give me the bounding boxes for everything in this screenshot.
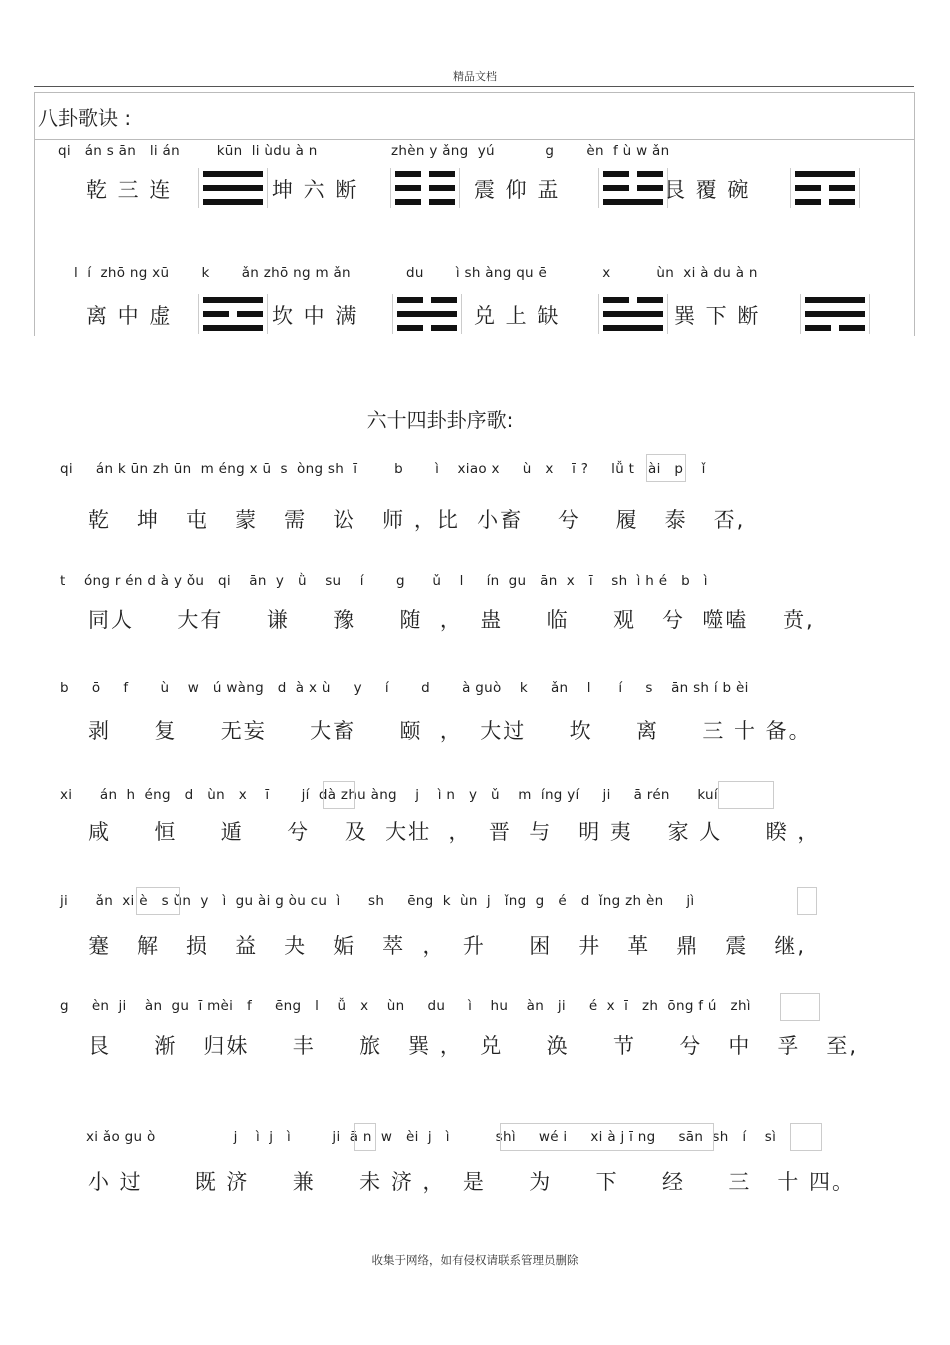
scan-artifact-box — [780, 993, 820, 1021]
song-hanzi-line-6: 艮 渐 归妹 丰 旅 巽 ， 兑 涣 节 兮 中 孚 至, — [88, 1034, 859, 1058]
yang-line — [795, 171, 855, 177]
scan-artifact-box — [136, 887, 180, 915]
yin-line — [395, 171, 455, 177]
trigram-gen — [790, 168, 860, 208]
yin-line — [397, 325, 457, 331]
page-header: 精品文档 — [453, 70, 497, 83]
bagua-phrase-qian: 乾 三 连 — [86, 178, 173, 202]
song-pinyin-line-5: ji ǎn xi è s ǔn y ì gu ài g òu cu ì sh ēng k ùn j ǐng g é d ǐng zh èn jì — [60, 893, 695, 909]
song-hanzi-line-4: 咸 恒 遁 兮 及 大壮 ， 晋 与 明 夷 家 人 睽 ， — [88, 820, 821, 844]
song-pinyin-line-2: t óng r én d à y ǒu qi ān y ǜ su í g ǔ l ín gu ān x ī sh ì h é b ì — [60, 573, 708, 589]
trigram-kun — [390, 168, 460, 208]
yin-line — [603, 185, 663, 191]
bagua-title: 八卦歌诀 : — [38, 106, 132, 130]
scan-artifact-box — [718, 781, 774, 809]
bagua-phrase-xun: 巽 下 断 — [674, 304, 761, 328]
trigram-xun — [800, 294, 870, 334]
song-hanzi-line-3: 剥 复 无妄 大畜 颐 ， 大过 坎 离 三 十 备。 — [88, 719, 812, 743]
yin-line — [603, 171, 663, 177]
yin-line — [395, 199, 455, 205]
bagua-phrase-kan: 坎 中 满 — [272, 304, 359, 328]
yang-line — [203, 199, 263, 205]
yin-line — [397, 297, 457, 303]
scan-artifact-box — [646, 454, 686, 482]
song-pinyin-line-4: xi án h éng d ùn x ī jí dà zhu àng j ì n y ǔ m íng yí ji ā rén kuí — [60, 787, 718, 803]
yang-line — [203, 325, 263, 331]
song-hanzi-line-2: 同人 大有 谦 豫 随 ， 蛊 临 观 兮 噬嗑 贲, — [88, 608, 815, 632]
bagua-phrase-kun: 坤 六 断 — [272, 178, 359, 202]
song-pinyin-line-6: g èn ji àn gu ī mèi f ēng l ǚ x ùn du ì hu àn ji é x ī zh ōng f ú zhì — [60, 998, 751, 1014]
bagua-phrase-dui: 兑 上 缺 — [474, 304, 561, 328]
yang-line — [203, 297, 263, 303]
song-hanzi-line-7: 小 过 既 济 兼 未 济 ， 是 为 下 经 三 十 四。 — [88, 1170, 856, 1194]
trigram-zhen — [598, 168, 668, 208]
song-pinyin-line-7: xi ǎo gu ò j ì j ì ji ā n w èi j ì shì wé i xi à j ī ng sān sh í sì — [86, 1129, 777, 1145]
trigram-li — [198, 294, 268, 334]
yin-line — [805, 325, 865, 331]
yang-line — [397, 311, 457, 317]
scan-artifact-box — [354, 1123, 376, 1151]
bagua-phrase-zhen: 震 仰 盂 — [474, 178, 561, 202]
bagua-phrase-gen: 艮 覆 碗 — [664, 178, 751, 202]
yang-line — [603, 311, 663, 317]
scan-artifact-box — [500, 1123, 714, 1151]
song-hanzi-line-5: 蹇 解 损 益 夬 姤 萃 ， 升 困 井 革 鼎 震 继, — [88, 934, 807, 958]
scan-artifact-box — [797, 887, 817, 915]
song-title: 六十四卦卦序歌: — [366, 408, 514, 432]
yin-line — [795, 199, 855, 205]
yin-line — [603, 297, 663, 303]
yang-line — [603, 325, 663, 331]
bagua-pinyin-row-1: qi án s ān li án kūn li ùdu à n zhèn y ǎng yú g èn f ù w ǎn — [58, 143, 670, 159]
yang-line — [603, 199, 663, 205]
yang-line — [805, 311, 865, 317]
yin-line — [203, 311, 263, 317]
bagua-title-divider — [34, 139, 914, 140]
song-pinyin-line-3: b ō f ù w ú wàng d à x ù y í d à guò k ǎn l í s ān sh í b èi — [60, 680, 749, 696]
trigram-qian — [198, 168, 268, 208]
trigram-dui — [598, 294, 668, 334]
scan-artifact-box — [323, 781, 355, 809]
yang-line — [805, 297, 865, 303]
yin-line — [395, 185, 455, 191]
yang-line — [203, 185, 263, 191]
yang-line — [203, 171, 263, 177]
scan-artifact-box — [790, 1123, 822, 1151]
song-hanzi-line-1: 乾 坤 屯 蒙 需 讼 师 ，比 小畜 兮 履 泰 否, — [88, 508, 746, 532]
song-pinyin-line-1: qi án k ūn zh ūn m éng x ū s òng sh ī b ì xiao x ù x ī ? lǚ t ài p ǐ — [60, 461, 706, 477]
trigram-kan — [392, 294, 462, 334]
yin-line — [795, 185, 855, 191]
bagua-phrase-li: 离 中 虚 — [86, 304, 173, 328]
page-footer: 收集于网络，如有侵权请联系管理员删除 — [371, 1253, 579, 1267]
bagua-pinyin-row-2: l í zhō ng xū k ǎn zhō ng m ǎn du ì sh àng qu ē x ùn xi à du à n — [74, 265, 758, 281]
header-rule — [34, 86, 914, 87]
